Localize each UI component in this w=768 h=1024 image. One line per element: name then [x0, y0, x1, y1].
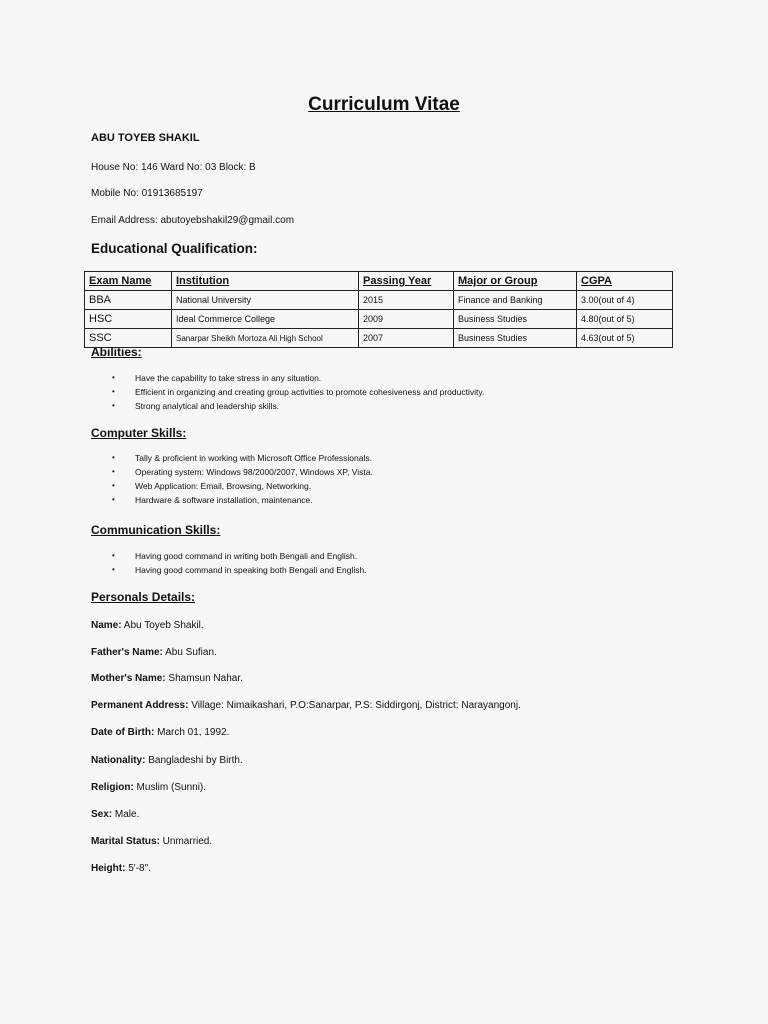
communication-skills-heading: Communication Skills: — [91, 523, 221, 537]
cell-major: Business Studies — [454, 329, 577, 348]
list-item-text: Having good command in writing both Bengali and English. — [135, 551, 358, 561]
document-title: Curriculum Vitae — [308, 94, 460, 115]
list-item — [112, 451, 373, 465]
personal-field — [91, 836, 212, 847]
cell-major: Finance and Banking — [454, 291, 577, 310]
field-label: Name: — [91, 620, 122, 631]
cell-cgpa: 4.63(out of 5) — [577, 329, 673, 348]
applicant-name: ABU TOYEB SHAKIL — [91, 132, 200, 144]
list-item-text: Operating system: Windows 98/2000/2007, Windows XP, Vista. — [135, 467, 373, 477]
cell-passing-year: 2007 — [359, 329, 454, 348]
list-item — [112, 563, 367, 577]
field-label: Father's Name: — [91, 647, 163, 658]
personal-field — [91, 863, 151, 874]
personal-details-heading: Personals Details: — [91, 590, 196, 604]
field-value: Abu Sufian. — [162, 647, 217, 658]
cell-passing-year: 2009 — [359, 310, 454, 329]
field-value: Unmarried. — [159, 836, 213, 847]
email-address: Email Address: abutoyebshakil29@gmail.com — [91, 215, 295, 226]
personal-field — [91, 755, 243, 766]
computer-skills-list — [112, 451, 373, 507]
list-item — [112, 479, 373, 493]
column-header-institution: Institution — [172, 272, 359, 291]
field-value: Bangladeshi by Birth. — [145, 755, 243, 766]
cell-exam-name: BBA — [85, 291, 172, 310]
list-item — [112, 399, 484, 413]
bullet-icon: • — [112, 387, 115, 396]
field-label: Nationality: — [91, 755, 146, 766]
education-heading: Educational Qualification: — [91, 241, 258, 256]
table-row — [85, 310, 673, 329]
personal-field — [91, 727, 229, 738]
cell-passing-year: 2015 — [359, 291, 454, 310]
personal-field — [91, 620, 204, 631]
field-label: Date of Birth: — [91, 727, 155, 738]
communication-skills-list — [112, 549, 367, 577]
table-row — [85, 329, 673, 348]
cell-exam-name: SSC — [85, 329, 172, 348]
personal-field — [91, 647, 217, 658]
personal-field — [91, 673, 243, 684]
list-item — [112, 549, 367, 563]
cell-cgpa: 3.00(out of 4) — [577, 291, 673, 310]
list-item — [112, 385, 484, 399]
list-item-text: Web Application: Email, Browsing, Networking. — [135, 481, 312, 491]
list-item — [112, 493, 373, 507]
personal-field — [91, 809, 139, 820]
cell-institution: National University — [172, 291, 359, 310]
bullet-icon: • — [112, 467, 115, 476]
list-item — [112, 371, 484, 385]
field-label: Height: — [91, 863, 126, 874]
list-item-text: Hardware & software installation, maintenance. — [135, 495, 313, 505]
cell-major: Business Studies — [454, 310, 577, 329]
cell-cgpa: 4.80(out of 5) — [577, 310, 673, 329]
field-label: Religion: — [91, 782, 134, 793]
field-value: Shamsun Nahar. — [165, 673, 243, 684]
abilities-list — [112, 371, 484, 413]
bullet-icon: • — [112, 453, 115, 462]
field-value: March 01, 1992. — [154, 727, 230, 738]
list-item-text: Having good command in speaking both Bengali and English. — [135, 565, 367, 575]
bullet-icon: • — [112, 551, 115, 560]
list-item — [112, 465, 373, 479]
bullet-icon: • — [112, 401, 115, 410]
list-item-text: Have the capability to take stress in any situation. — [135, 373, 322, 383]
field-value: Muslim (Sunni). — [133, 782, 207, 793]
cell-exam-name: HSC — [85, 310, 172, 329]
bullet-icon: • — [112, 481, 115, 490]
personal-field — [91, 782, 206, 793]
column-header-cgpa: CGPA — [577, 272, 673, 291]
table-row — [85, 291, 673, 310]
mobile-number: Mobile No: 01913685197 — [91, 188, 203, 199]
list-item-text: Efficient in organizing and creating group activities to promote cohesiveness and productivity. — [135, 387, 485, 397]
house-address: House No: 146 Ward No: 03 Block: B — [91, 162, 256, 173]
field-value: Village: Nimaikashari, P.O:Sanarpar, P.S: Siddirgonj, District: Narayangonj. — [188, 700, 521, 711]
abilities-heading: Abilities: — [91, 345, 142, 359]
field-value: 5'-8". — [125, 863, 151, 874]
column-header-exam-name: Exam Name — [85, 272, 172, 291]
field-label: Permanent Address: — [91, 700, 189, 711]
field-value: Abu Toyeb Shakil. — [121, 620, 204, 631]
column-header-passing-year: Passing Year — [359, 272, 454, 291]
field-label: Marital Status: — [91, 836, 160, 847]
list-item-text: Strong analytical and leadership skills. — [135, 401, 280, 411]
table-header-row — [85, 272, 673, 291]
personal-field — [91, 700, 521, 711]
field-label: Mother's Name: — [91, 673, 166, 684]
cell-institution: Sanarpar Sheikh Mortoza Ali High School — [172, 329, 359, 348]
field-label: Sex: — [91, 809, 113, 820]
column-header-major: Major or Group — [454, 272, 577, 291]
cell-institution: Ideal Commerce College — [172, 310, 359, 329]
computer-skills-heading: Computer Skills: — [91, 426, 187, 440]
bullet-icon: • — [112, 373, 115, 382]
field-value: Male. — [112, 809, 140, 820]
bullet-icon: • — [112, 495, 115, 504]
bullet-icon: • — [112, 565, 115, 574]
list-item-text: Tally & proficient in working with Microsoft Office Professionals. — [135, 453, 372, 463]
education-table — [84, 271, 673, 348]
